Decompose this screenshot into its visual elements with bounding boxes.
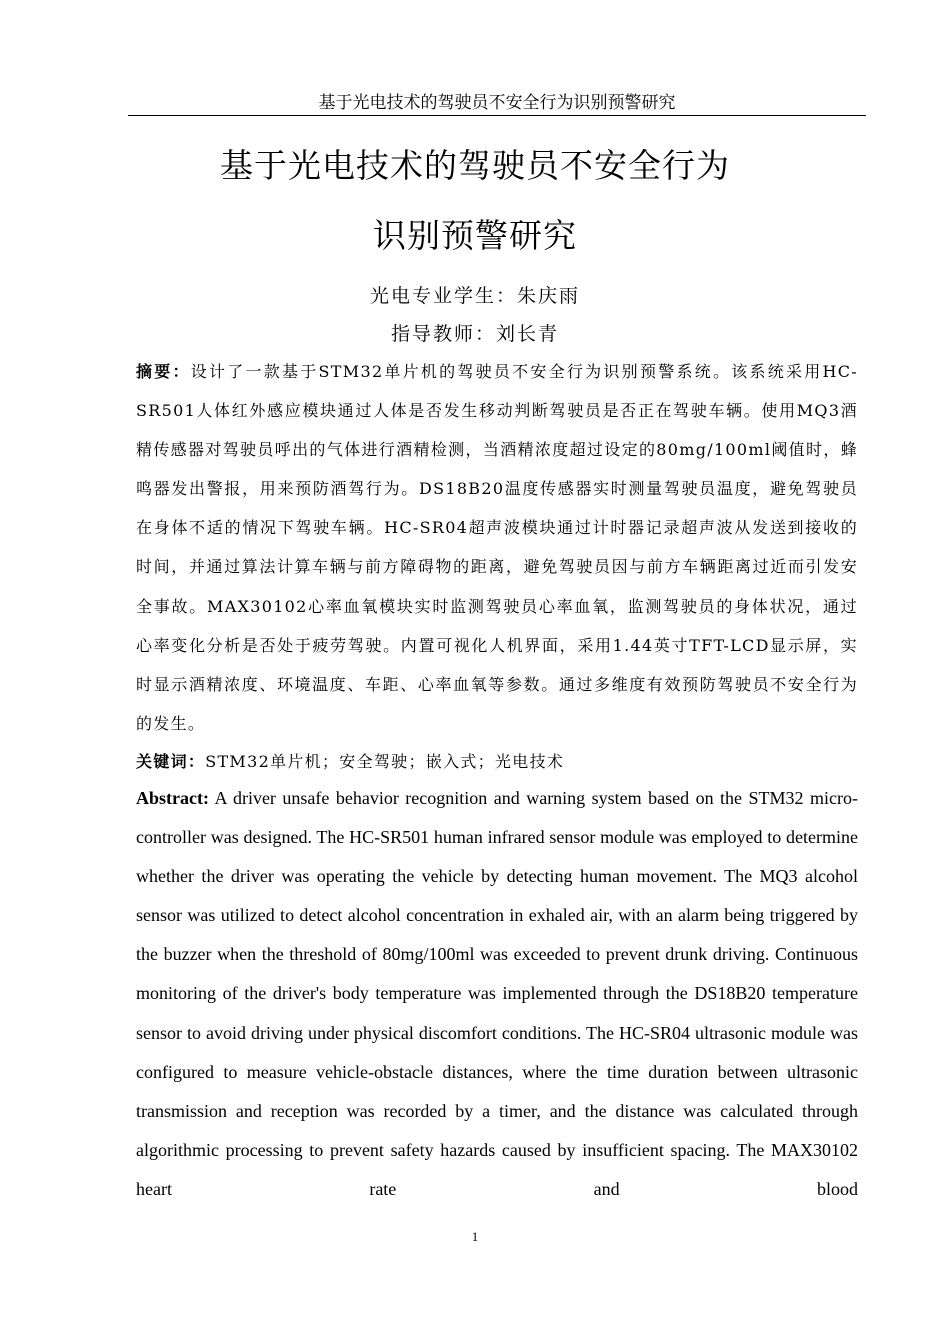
chinese-keywords — [136, 742, 858, 781]
advisor-author: 指导教师：刘长青 — [390, 323, 559, 345]
chinese-abstract — [136, 352, 858, 743]
student-author: 光电专业学生：朱庆雨 — [369, 285, 580, 307]
english-abstract-text: A driver unsafe behavior recognition and warning system based on the STM32 micro-controller was designed. The HC-SR501 human infrared sensor module was employed to determine whether the driver was operating the vehicle by detecting human movement. The MQ3 alcohol sensor was utilized to detect alcohol concentration in exhaled air, with an alarm being triggered by the buzzer when the threshold of 80mg/100ml was exceeded to prevent drunk driving. Continuous monitoring of the driver's body temperature was implemented through the DS18B20 temperature sensor to avoid driving under physical discomfort conditions. The HC-SR04 ultrasonic module was configured to measure vehicle-obstacle distances, where the time duration between ultrasonic transmission and reception was recorded by a timer, and the distance was calculated through algorithmic processing to prevent safety hazards caused by insufficient spacing. The MAX30102 heart rate and blood — [136, 788, 858, 1199]
english-abstract-label: Abstract: — [136, 788, 209, 808]
header-divider — [128, 115, 866, 116]
page-number: 1 — [471, 1229, 479, 1244]
chinese-keywords-text: STM32单片机；安全驾驶；嵌入式；光电技术 — [205, 752, 565, 771]
paper-title-line-1: 基于光电技术的驾驶员不安全行为 — [220, 146, 730, 185]
chinese-abstract-label: 摘要： — [136, 362, 191, 381]
chinese-abstract-text: 设计了一款基于STM32单片机的驾驶员不安全行为识别预警系统。该系统采用HC-SR501人体红外感应模块通过人体是否发生移动判断驾驶员是否正在驾驶车辆。使用MQ3酒精传感器对驾驶员呼出的气体进行酒精检测，当酒精浓度超过设定的80mg/100ml阈值时，蜂鸣器发出警报，用来预防酒驾行为。DS18B20温度传感器实时测量驾驶员温度，避免驾驶员在身体不适的情况下驾驶车辆。HC-SR04超声波模块通过计时器记录超声波从发送到接收的时间，并通过算法计算车辆与前方障碍物的距离，避免驾驶员因与前方车辆距离过近而引发安全事故。MAX30102心率血氧模块实时监测驾驶员心率血氧，监测驾驶员的身体状况，通过心率变化分析是否处于疲劳驾驶。内置可视化人机界面，采用1.44英寸TFT-LCD显示屏，实时显示酒精浓度、环境温度、车距、心率血氧等参数。通过多维度有效预防驾驶员不安全行为的发生。 — [136, 362, 858, 733]
running-header: 基于光电技术的驾驶员不安全行为识别预警研究 — [318, 93, 676, 112]
paper-title-line-2: 识别预警研究 — [373, 216, 577, 255]
chinese-keywords-label: 关键词： — [136, 752, 206, 771]
english-abstract — [136, 779, 858, 1209]
